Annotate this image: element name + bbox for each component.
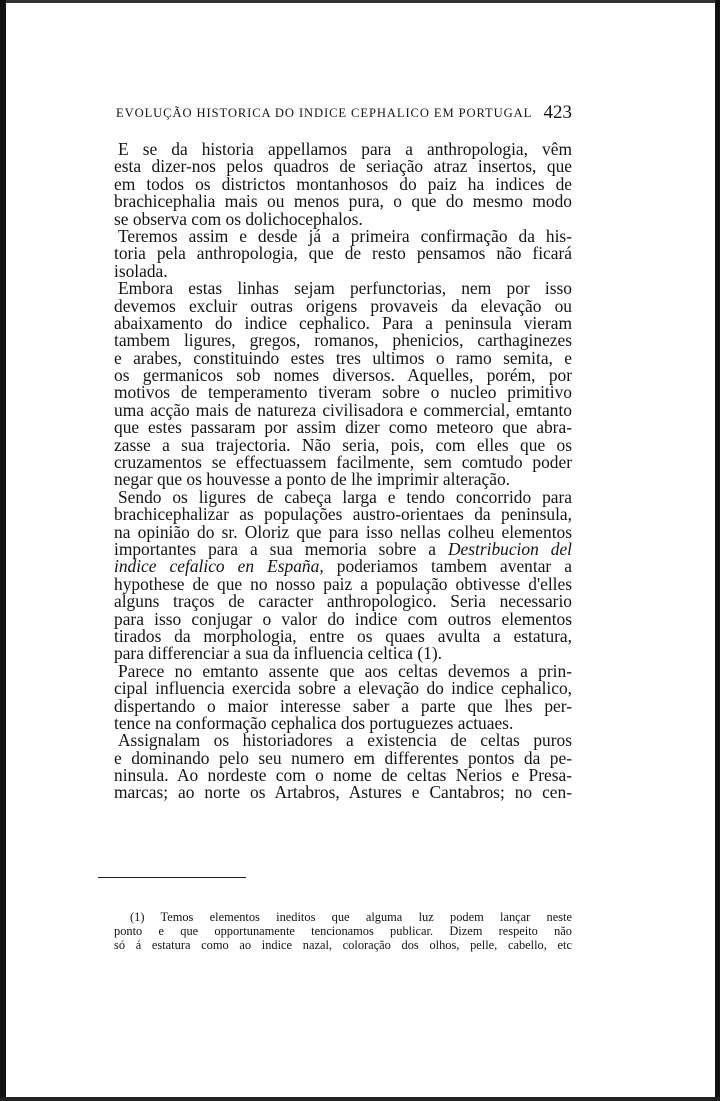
running-head: EVOLUÇÃO HISTORICA DO INDICE CEPHALICO EM PORTUGAL [116, 106, 533, 120]
text-line: e dominando pelo seu numero em differentes pontos da pe- [114, 747, 572, 768]
scan-edge-bottom [0, 1097, 720, 1101]
scan-edge-left [0, 0, 6, 1101]
text-line: para isso conjugar o valor do indice com outros elementos [114, 608, 572, 629]
body-text [114, 141, 572, 802]
text-line: Teremos assim e desde já a primeira confirmação da his- [118, 225, 572, 246]
text-line: alguns traços de caracter anthropologico. Seria necessario [114, 591, 572, 612]
text-line: brachicephalia mais ou menos pura, o que do mesmo modo [114, 191, 572, 212]
text-line: brachicephalizar as populações austro-orientaes da peninsula, [114, 504, 572, 525]
scan-edge-top [0, 0, 720, 3]
text-line: dispertando o maior interesse saber a parte que lhes per- [114, 695, 572, 716]
text-line: uma acção mais de natureza civilisadora e commercial, emtanto [114, 399, 572, 420]
page-header [116, 102, 572, 126]
text-line: para differenciar a sua da influencia celtica (1). [114, 643, 442, 664]
text-line: e arabes, constituindo estes tres ultimos o ramo semita, e [114, 347, 572, 368]
text-line: motivos de temperamento tiveram sobre o nucleo primitivo [114, 382, 572, 403]
paragraph [114, 660, 572, 733]
text-line: abaixamento do indice cephalico. Para a peninsula vieram [114, 312, 572, 333]
text-line: indice cefalico en España, poderiamos tambem aventar a [114, 556, 573, 577]
text-line: ninsula. Ao nordeste com o nome de celtas Nerios e Presa- [114, 765, 572, 786]
text-line: devemos excluir outras origens provaveis da elevação ou [114, 295, 572, 316]
text-line: isolada. [114, 260, 168, 281]
text-line: os germanicos sob nomes diversos. Aquelles, porém, por [114, 365, 572, 386]
text-line: na opinião do sr. Oloriz que para isso nellas colheu elementos [114, 521, 572, 542]
footnote-line: ponto e que opportunamente tencionamos publicar. Dizem respeito não [114, 923, 572, 938]
text-line: cruzamentos se effectuassem facilmente, sem comtudo poder [114, 452, 572, 473]
text-line: negar que os houvesse a ponto de lhe imprimir alteração. [114, 469, 510, 490]
text-line: Assignalam os historiadores a existencia de celtas puros [118, 730, 572, 751]
footnote-rule [98, 877, 246, 878]
text-line: zasse a sua trajectoria. Não seria, pois, com elles que os [114, 434, 572, 455]
footnote-line: só á estatura como ao indice nazal, coloração dos olhos, pelle, cabello, etc [114, 937, 572, 952]
paragraph [114, 141, 572, 228]
paragraph [114, 280, 572, 489]
text-line: toria pela anthropologia, que de resto pensamos não ficará [114, 243, 572, 264]
text-line: esta dizer-nos pelos quadros de seriação atraz insertos, que [114, 156, 572, 177]
footnote-line: (1) Temos elementos ineditos que alguma luz podem lançar neste [130, 910, 572, 924]
paragraph [114, 732, 572, 802]
text-line: tirados da morphologia, entre os quaes avulta a estatura, [114, 625, 572, 646]
text-line: em todos os districtos montanhosos do paiz ha indices de [114, 173, 572, 194]
paragraph [114, 225, 572, 281]
text-line: tence na conformação cephalica dos portuguezes actuaes. [114, 712, 514, 733]
paragraph [114, 486, 573, 664]
text-line: marcas; ao norte os Artabros, Astures e Cantabros; no cen- [114, 782, 572, 803]
text-line: tambem ligures, gregos, romanos, phenicios, carthaginezes [114, 330, 572, 351]
page-number: 423 [543, 102, 572, 123]
text-line: Sendo os ligures de cabeça larga e tendo concorrido para [118, 486, 572, 507]
text-line: Parece no emtanto assente que aos celtas devemos a prin- [118, 660, 572, 681]
text-line: cipal influencia exercida sobre a elevação do indice cephalico, [114, 678, 572, 699]
text-line: E se da historia appellamos para a anthropologia, vêm [118, 139, 572, 159]
text-line: se observa com os dolichocephalos. [114, 208, 363, 229]
text-line: importantes para a sua memoria sobre a Destribucion del [114, 538, 572, 559]
scan-edge-right [715, 0, 720, 1101]
text-line: hypothese de que no nosso paiz a população obtivesse d'elles [114, 573, 572, 594]
text-line: que estes passaram por assim dizer como meteoro que abra- [114, 417, 572, 438]
text-line: Embora estas linhas sejam perfunctorias, nem por isso [118, 278, 572, 299]
footnote [114, 911, 572, 952]
